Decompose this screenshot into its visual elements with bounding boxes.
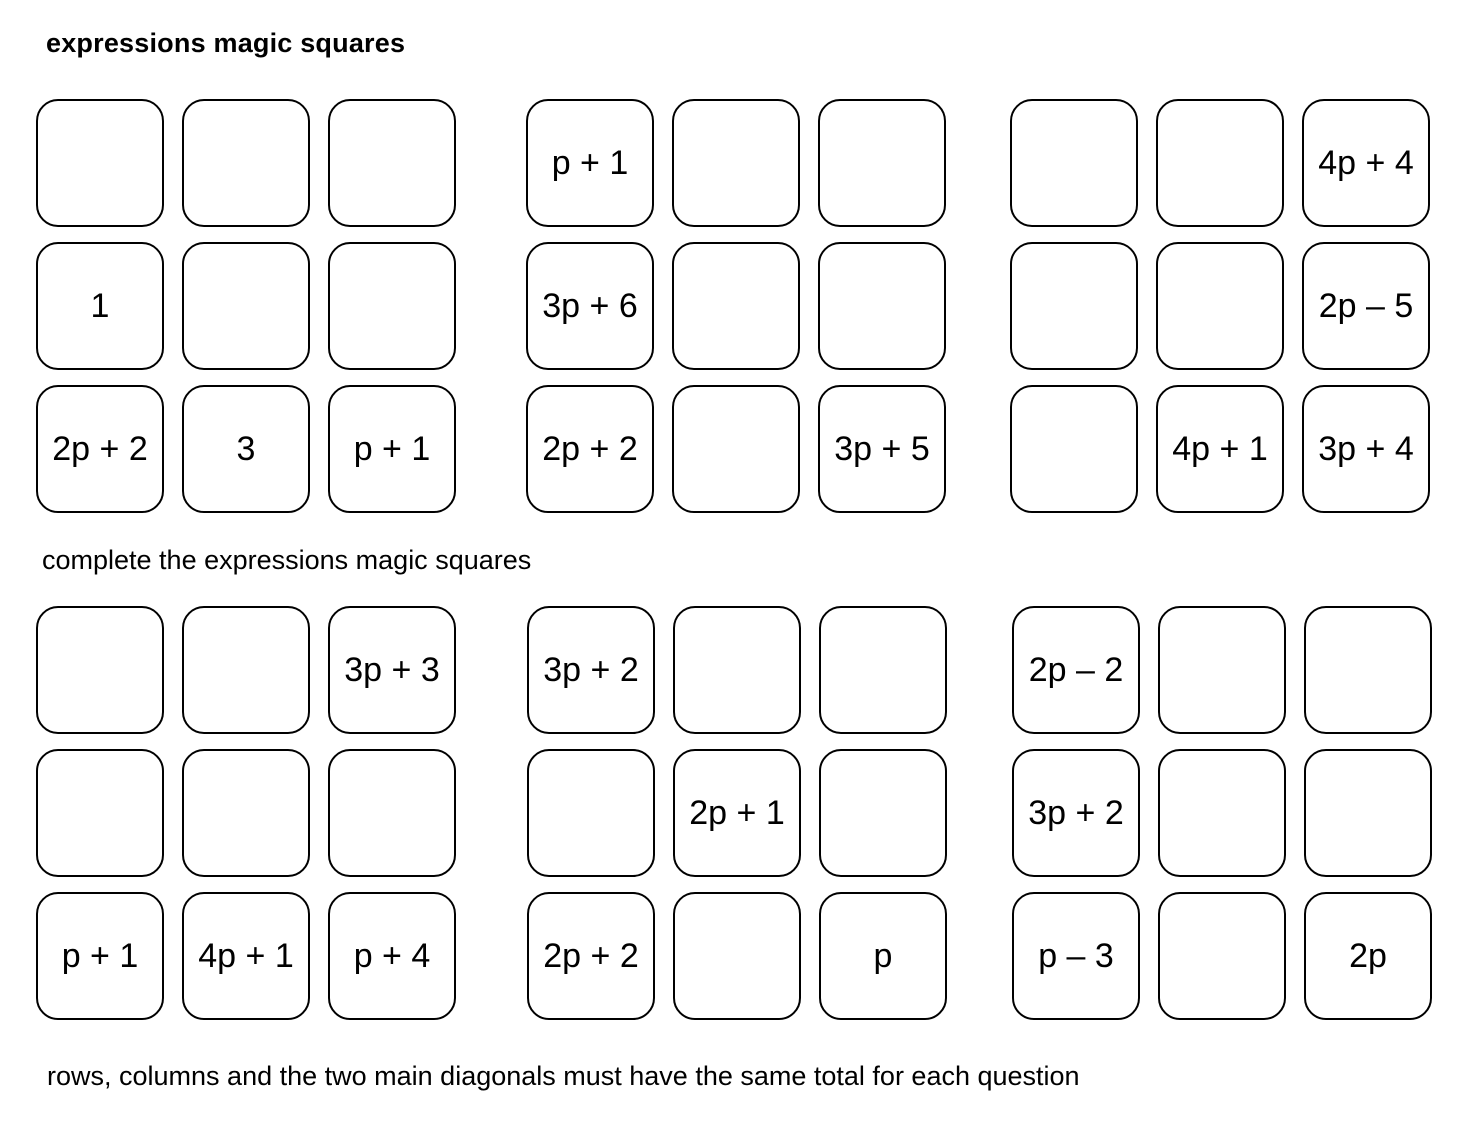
magic-square-cell[interactable] bbox=[1010, 385, 1138, 513]
magic-square-cell[interactable] bbox=[182, 99, 310, 227]
magic-square-cell[interactable] bbox=[1304, 606, 1432, 734]
magic-square-4 bbox=[36, 606, 456, 1020]
magic-square-cell[interactable]: 2p + 2 bbox=[36, 385, 164, 513]
magic-square-5 bbox=[527, 606, 947, 1020]
worksheet-title: expressions magic squares bbox=[46, 28, 406, 58]
magic-square-cell[interactable]: 3p + 6 bbox=[526, 242, 654, 370]
magic-square-cell[interactable] bbox=[36, 606, 164, 734]
magic-square-cell[interactable] bbox=[1304, 749, 1432, 877]
magic-square-cell[interactable]: p – 3 bbox=[1012, 892, 1140, 1020]
magic-square-cell[interactable] bbox=[1158, 892, 1286, 1020]
magic-square-cell[interactable] bbox=[36, 749, 164, 877]
magic-square-cell[interactable] bbox=[1010, 242, 1138, 370]
magic-square-cell[interactable]: 3p + 3 bbox=[328, 606, 456, 734]
magic-square-cell[interactable] bbox=[1158, 606, 1286, 734]
magic-square-cell[interactable] bbox=[819, 606, 947, 734]
magic-square-cell[interactable]: 2p bbox=[1304, 892, 1432, 1020]
magic-square-cell[interactable] bbox=[672, 385, 800, 513]
magic-square-cell[interactable] bbox=[1156, 242, 1284, 370]
magic-square-cell[interactable]: 2p + 2 bbox=[526, 385, 654, 513]
magic-square-cell[interactable]: 1 bbox=[36, 242, 164, 370]
magic-square-cell[interactable] bbox=[819, 749, 947, 877]
magic-square-cell[interactable]: 3 bbox=[182, 385, 310, 513]
magic-square-6 bbox=[1012, 606, 1432, 1020]
magic-square-3 bbox=[1010, 99, 1430, 513]
magic-square-2 bbox=[526, 99, 946, 513]
magic-square-cell[interactable] bbox=[672, 242, 800, 370]
magic-square-cell[interactable] bbox=[36, 99, 164, 227]
magic-square-cell[interactable] bbox=[328, 749, 456, 877]
magic-square-cell[interactable] bbox=[1010, 99, 1138, 227]
magic-square-cell[interactable]: 4p + 1 bbox=[182, 892, 310, 1020]
magic-square-cell[interactable]: p + 1 bbox=[526, 99, 654, 227]
magic-square-cell[interactable]: 4p + 4 bbox=[1302, 99, 1430, 227]
magic-square-cell[interactable] bbox=[182, 242, 310, 370]
magic-square-cell[interactable] bbox=[1158, 749, 1286, 877]
magic-square-cell[interactable] bbox=[673, 606, 801, 734]
magic-square-cell[interactable]: 3p + 4 bbox=[1302, 385, 1430, 513]
magic-square-cell[interactable]: 3p + 2 bbox=[1012, 749, 1140, 877]
magic-square-cell[interactable]: 4p + 1 bbox=[1156, 385, 1284, 513]
magic-square-1 bbox=[36, 99, 456, 513]
magic-square-cell[interactable] bbox=[672, 99, 800, 227]
magic-square-cell[interactable]: 2p + 2 bbox=[527, 892, 655, 1020]
magic-square-cell[interactable] bbox=[527, 749, 655, 877]
magic-square-cell[interactable] bbox=[182, 749, 310, 877]
instruction-text: complete the expressions magic squares bbox=[42, 545, 532, 575]
rule-text: rows, columns and the two main diagonals must have the same total for each question bbox=[47, 1061, 1080, 1091]
magic-square-cell[interactable] bbox=[818, 99, 946, 227]
magic-square-cell[interactable]: 2p – 2 bbox=[1012, 606, 1140, 734]
magic-square-cell[interactable] bbox=[328, 242, 456, 370]
magic-square-cell[interactable] bbox=[1156, 99, 1284, 227]
magic-square-cell[interactable] bbox=[182, 606, 310, 734]
magic-square-cell[interactable]: 3p + 5 bbox=[818, 385, 946, 513]
magic-square-cell[interactable]: 3p + 2 bbox=[527, 606, 655, 734]
magic-square-cell[interactable] bbox=[673, 892, 801, 1020]
magic-square-cell[interactable]: p bbox=[819, 892, 947, 1020]
magic-square-cell[interactable] bbox=[818, 242, 946, 370]
magic-square-cell[interactable]: 2p + 1 bbox=[673, 749, 801, 877]
magic-square-cell[interactable]: 2p – 5 bbox=[1302, 242, 1430, 370]
magic-square-cell[interactable] bbox=[328, 99, 456, 227]
magic-square-cell[interactable]: p + 4 bbox=[328, 892, 456, 1020]
magic-square-cell[interactable]: p + 1 bbox=[328, 385, 456, 513]
magic-square-cell[interactable]: p + 1 bbox=[36, 892, 164, 1020]
